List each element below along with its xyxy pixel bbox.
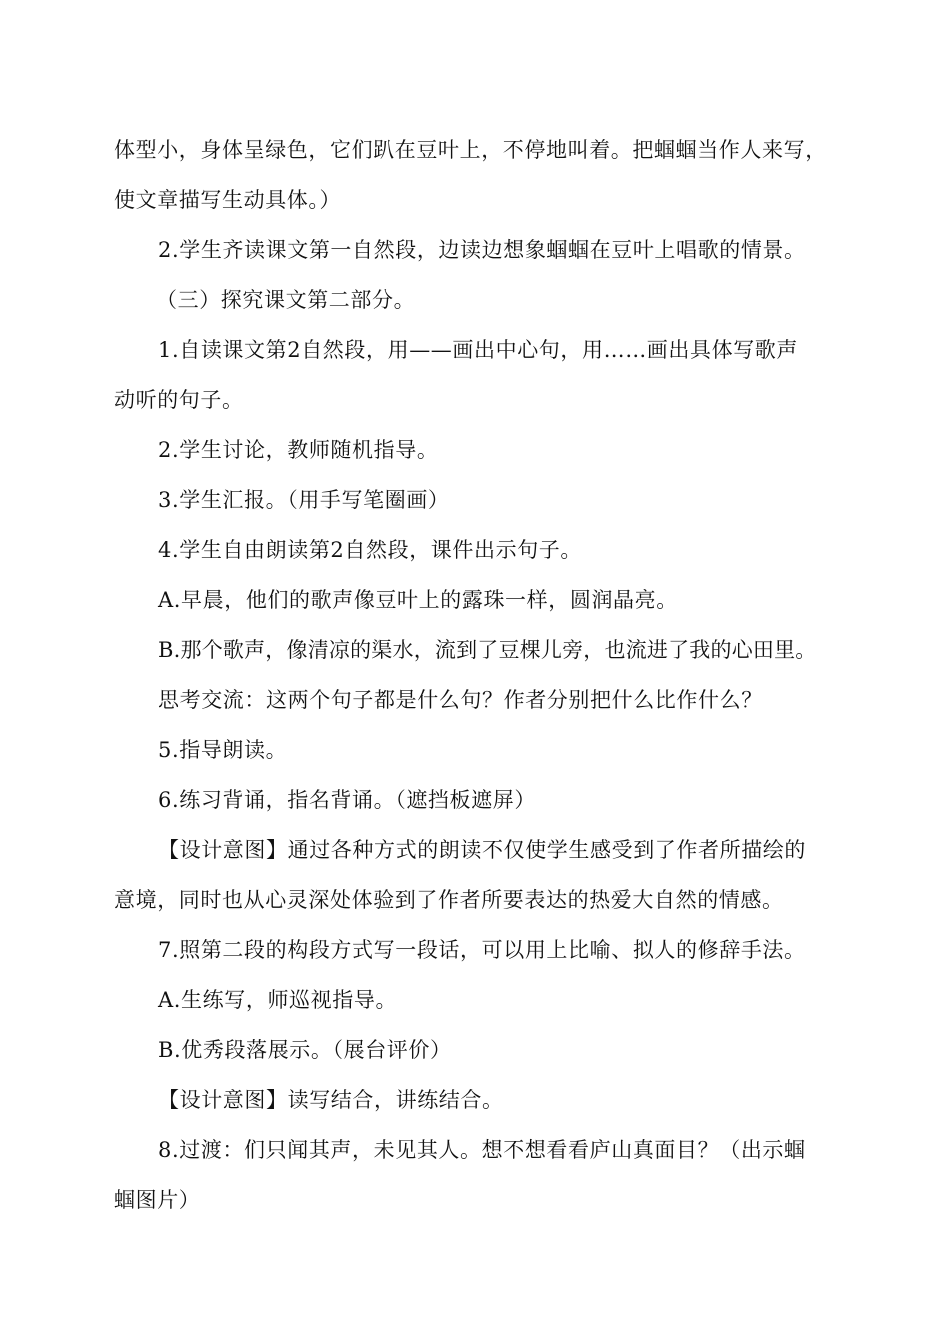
paragraph-line-9: 4.学生自由朗读第2自然段，课件出示句子。 xyxy=(158,538,582,562)
design-intent-line-2: 意境，同时也从心灵深处体验到了作者所要表达的热爱大自然的情感。 xyxy=(114,888,784,912)
paragraph-line-22: 蝈图片） xyxy=(114,1188,201,1212)
design-intent-line-3: 【设计意图】读写结合，讲练结合。 xyxy=(158,1088,504,1112)
paragraph-line-17: 7.照第二段的构段方式写一段话，可以用上比喻、拟人的修辞手法。 xyxy=(158,938,806,962)
paragraph-line-7: 2.学生讨论，教师随机指导。 xyxy=(158,438,439,462)
paragraph-line-13: 5.指导朗读。 xyxy=(158,738,288,762)
paragraph-line-11: B.那个歌声，像清凉的渠水，流到了豆棵儿旁，也流进了我的心田里。 xyxy=(158,638,817,662)
design-intent-line-1: 【设计意图】通过各种方式的朗读不仅使学生感受到了作者所描绘的 xyxy=(158,838,806,862)
paragraph-line-21: 8.过渡：们只闻其声，未见其人。想不想看看庐山真面目？（出示蝈 xyxy=(158,1138,806,1162)
paragraph-line-19: B.优秀段落展示。（展台评价） xyxy=(158,1038,452,1062)
paragraph-line-18: A.生练写，师巡视指导。 xyxy=(158,988,398,1012)
paragraph-line-10: A.早晨，他们的歌声像豆叶上的露珠一样，圆润晶亮。 xyxy=(158,588,678,612)
paragraph-line-12: 思考交流：这两个句子都是什么句？作者分别把什么比作什么？ xyxy=(158,688,763,712)
paragraph-line-5: 1.自读课文第2自然段，用——画出中心句，用……画出具体写歌声 xyxy=(158,338,798,362)
paragraph-line-1: 体型小，身体呈绿色，它们趴在豆叶上，不停地叫着。把蝈蝈当作人来写， xyxy=(114,138,827,162)
paragraph-line-2: 使文章描写生动具体。） xyxy=(114,188,342,212)
paragraph-line-6: 动听的句子。 xyxy=(114,388,244,412)
paragraph-line-14: 6.练习背诵，指名背诵。（遮挡板遮屏） xyxy=(158,788,536,812)
paragraph-line-8: 3.学生汇报。（用手写笔圈画） xyxy=(158,488,450,512)
section-heading: （三）探究课文第二部分。 xyxy=(156,288,416,312)
paragraph-line-3: 2.学生齐读课文第一自然段，边读边想象蝈蝈在豆叶上唱歌的情景。 xyxy=(158,238,806,262)
